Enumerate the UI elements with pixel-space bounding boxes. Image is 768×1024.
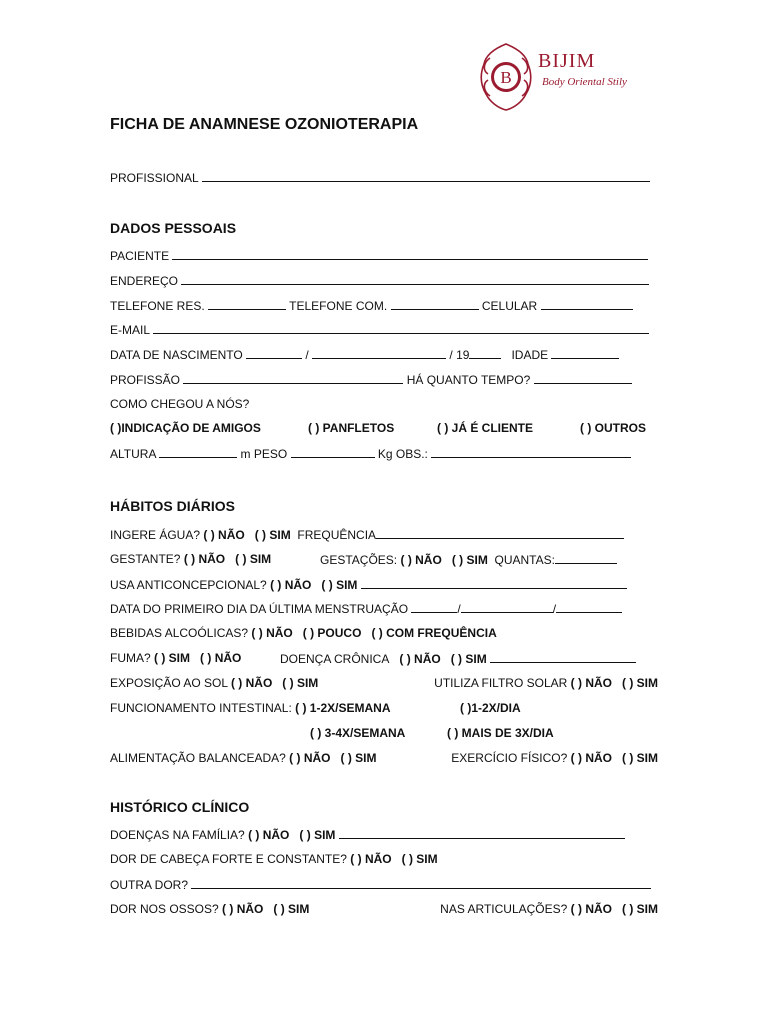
altura-field[interactable] xyxy=(159,446,237,458)
option-indicacao-amigos[interactable]: ( )INDICAÇÃO DE AMIGOS xyxy=(110,421,261,435)
option-nao[interactable]: ( ) NÃO xyxy=(183,552,226,566)
profissao-row xyxy=(110,372,658,387)
section-dados-pessoais: DADOS PESSOAIS xyxy=(110,220,237,236)
label-text: GESTAÇÕES: xyxy=(320,553,398,567)
como-chegou-label: COMO CHEGOU A NÓS? xyxy=(110,397,250,411)
label-text: FUMA? xyxy=(110,651,151,665)
alimentacao-row xyxy=(110,751,658,765)
gestante-row xyxy=(110,552,658,566)
option-nao[interactable]: ( ) NÃO xyxy=(570,676,612,690)
option-sim[interactable]: ( ) SIM xyxy=(450,652,487,666)
label-text[interactable]: ( ) COM FREQUÊNCIA xyxy=(371,626,497,640)
label-text: Kg OBS.: xyxy=(377,447,428,461)
option-nao[interactable]: ( ) NÃO xyxy=(203,528,245,542)
peso-field[interactable] xyxy=(291,446,375,458)
endereco-field[interactable] xyxy=(181,273,649,285)
label-text: OUTRA DOR? xyxy=(110,878,189,892)
label-text: QUANTAS: xyxy=(494,553,555,567)
option-sim[interactable]: ( ) SIM xyxy=(235,552,272,566)
celular-field[interactable] xyxy=(541,298,633,310)
nascimento-row xyxy=(110,347,658,362)
idade-field[interactable] xyxy=(551,347,619,359)
label-text[interactable]: ( )1-2X/DIA xyxy=(460,701,521,715)
email-row xyxy=(110,322,658,337)
label-text: FREQUÊNCIA xyxy=(297,528,377,542)
label-text: USA ANTICONCEPCIONAL? xyxy=(110,578,267,592)
option-nao[interactable]: ( ) NÃO xyxy=(200,651,242,665)
section-habitos-diarios: HÁBITOS DIÁRIOS xyxy=(110,498,235,514)
nasc-ano-field[interactable] xyxy=(469,347,501,359)
label-text: B xyxy=(500,68,512,87)
label-text: DOR DE CABEÇA FORTE E CONSTANTE? xyxy=(110,852,347,866)
option-sim[interactable]: ( ) SIM xyxy=(154,651,191,665)
option-panfletos[interactable]: ( ) PANFLETOS xyxy=(308,421,395,435)
option-sim[interactable]: ( ) SIM xyxy=(622,676,658,690)
label-text[interactable]: ( ) MAIS DE 3X/DIA xyxy=(447,726,554,740)
brand-tagline: Body Oriental Stily xyxy=(542,76,627,88)
sol-row xyxy=(110,676,658,690)
anticoncepcional-row xyxy=(110,577,658,592)
profissao-field[interactable] xyxy=(183,372,403,384)
ossos-row xyxy=(110,902,658,916)
option-nao[interactable]: ( ) NÃO xyxy=(400,553,442,567)
label-text: DATA DE NASCIMENTO xyxy=(110,348,243,362)
form-title: FICHA DE ANAMNESE OZONIOTERAPIA xyxy=(110,116,419,133)
label-text: m PESO xyxy=(240,447,288,461)
label-text: DOENÇA CRÔNICA xyxy=(280,652,390,666)
option-nao[interactable]: ( ) NÃO xyxy=(289,751,331,765)
option-sim[interactable]: ( ) SIM xyxy=(273,902,310,916)
section-historico-clinico: HISTÓRICO CLÍNICO xyxy=(110,799,250,815)
menstruacao-dia-field[interactable] xyxy=(411,601,457,613)
option-nao[interactable]: ( ) NÃO xyxy=(230,676,273,690)
profissional-field[interactable] xyxy=(202,170,650,182)
menstruacao-row: DATA DO PRIMEIRO DIA DA ÚLTIMA MENSTRUAÇÃO / / xyxy=(110,601,658,616)
label-text: PROFISSIONAL xyxy=(110,171,199,185)
option-sim[interactable]: ( ) SIM xyxy=(254,528,291,542)
paciente-field[interactable] xyxy=(172,248,648,260)
option-nao[interactable]: ( ) NÃO xyxy=(270,578,312,592)
label-text: DOENÇAS NA FAMÍLIA? xyxy=(110,828,245,842)
option-ja-e-cliente[interactable]: ( ) JÁ É CLIENTE xyxy=(437,421,534,435)
paciente-row xyxy=(110,248,658,263)
label-text: / 19 xyxy=(449,348,470,362)
doenca-cronica-field[interactable] xyxy=(490,651,636,663)
option-sim[interactable]: ( ) SIM xyxy=(401,852,438,866)
label-text: NAS ARTICULAÇÕES? xyxy=(440,902,568,916)
label-text[interactable]: ( ) POUCO xyxy=(302,626,362,640)
option-nao[interactable]: ( ) NÃO xyxy=(222,902,264,916)
endereco-row xyxy=(110,273,658,288)
menstruacao-mes-field[interactable] xyxy=(461,601,553,613)
quantas-field[interactable] xyxy=(555,552,617,564)
label-text: INGERE ÁGUA? xyxy=(110,528,201,542)
altura-peso-row xyxy=(110,446,658,461)
option-outros[interactable]: ( ) OUTROS xyxy=(580,421,646,435)
option-nao[interactable]: ( ) NÃO xyxy=(248,828,290,842)
option-sim[interactable]: ( ) SIM xyxy=(299,828,336,842)
label-text: TELEFONE RES. xyxy=(110,299,205,313)
option-sim[interactable]: ( ) SIM xyxy=(622,751,658,765)
brand-logo xyxy=(478,40,658,114)
label-text: / xyxy=(305,348,309,362)
label-text: EXERCÍCIO FÍSICO? xyxy=(451,751,568,765)
monogram-icon xyxy=(478,40,534,114)
outra-dor-field[interactable] xyxy=(191,877,651,889)
email-field[interactable] xyxy=(153,322,649,334)
label-text: BEBIDAS ALCOÓLICAS? xyxy=(110,626,249,640)
outra-dor-row xyxy=(110,877,658,892)
menstruacao-ano-field[interactable] xyxy=(556,601,622,613)
label-text: PROFISSÃO xyxy=(110,373,181,387)
label-text: ALTURA xyxy=(110,447,156,461)
intestinal-row xyxy=(110,701,658,715)
label-text: FUNCIONAMENTO INTESTINAL: xyxy=(110,701,292,715)
doencas-familia-field[interactable] xyxy=(339,827,625,839)
dor-cabeca-row xyxy=(110,852,658,866)
label-text: TELEFONE COM. xyxy=(289,299,388,313)
label-text: DOR NOS OSSOS? xyxy=(110,902,219,916)
profissional-row xyxy=(110,170,658,185)
brand-name: BIJIM xyxy=(538,50,596,72)
label-text: E-MAIL xyxy=(110,323,150,337)
label-text[interactable]: ( ) 3-4X/SEMANA xyxy=(310,726,406,740)
option-sim[interactable]: ( ) SIM xyxy=(622,902,658,916)
bebidas-row xyxy=(110,626,658,640)
tel-com-field[interactable] xyxy=(391,298,479,310)
option-sim[interactable]: ( ) SIM xyxy=(282,676,319,690)
option-sim[interactable]: ( ) SIM xyxy=(321,578,358,592)
familia-row xyxy=(110,827,658,842)
label-text: IDADE xyxy=(511,348,549,362)
fuma-row xyxy=(110,651,658,665)
ha-quanto-field[interactable] xyxy=(534,372,632,384)
label-text: CELULAR xyxy=(481,299,538,313)
frequencia-field[interactable] xyxy=(376,527,624,539)
label-text: ALIMENTAÇÃO BALANCEADA? xyxy=(110,751,286,765)
obs-field[interactable] xyxy=(431,446,631,458)
label-text: PACIENTE xyxy=(110,249,170,263)
tel-res-field[interactable] xyxy=(208,298,286,310)
label-text: HÁ QUANTO TEMPO? xyxy=(406,373,531,387)
nasc-mes-field[interactable] xyxy=(312,347,446,359)
option-nao[interactable]: ( ) NÃO xyxy=(399,652,441,666)
option-nao[interactable]: ( ) NÃO xyxy=(570,902,612,916)
label-text: ENDEREÇO xyxy=(110,274,179,288)
option-nao[interactable]: ( ) NÃO xyxy=(350,852,392,866)
label-text: UTILIZA FILTRO SOLAR xyxy=(434,676,568,690)
label-text: EXPOSIÇÃO AO SOL xyxy=(110,676,228,690)
telefone-row xyxy=(110,298,658,313)
option-sim[interactable]: ( ) SIM xyxy=(451,553,488,567)
option-nao[interactable]: ( ) NÃO xyxy=(570,751,612,765)
label-text[interactable]: ( ) 1-2X/SEMANA xyxy=(295,701,391,715)
option-nao[interactable]: ( ) NÃO xyxy=(251,626,293,640)
agua-row xyxy=(110,527,658,542)
nasc-dia-field[interactable] xyxy=(246,347,302,359)
label-text: GESTANTE? xyxy=(110,552,181,566)
option-sim[interactable]: ( ) SIM xyxy=(340,751,377,765)
anticoncepcional-field[interactable] xyxy=(361,577,627,589)
label-text: DATA DO PRIMEIRO DIA DA ÚLTIMA MENSTRUAÇÃO xyxy=(110,602,409,616)
